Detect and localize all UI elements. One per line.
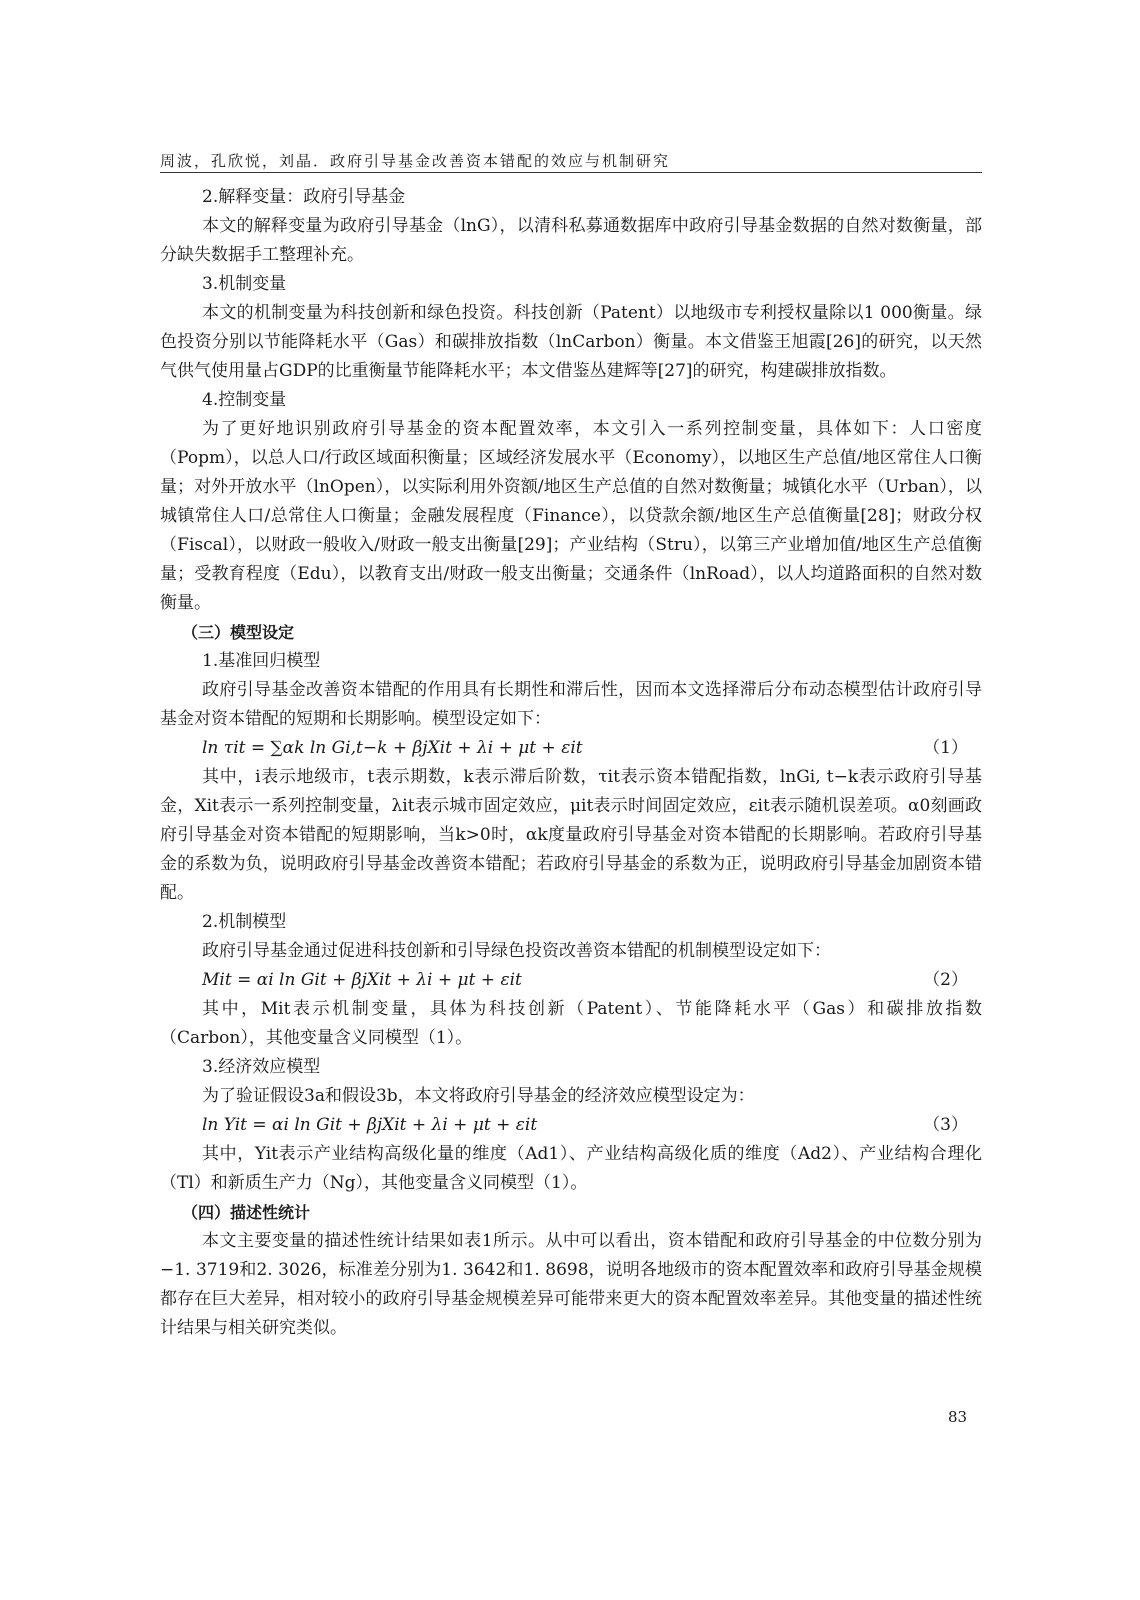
paragraph-text: 4.控制变量 [202, 390, 287, 410]
paragraph [160, 676, 982, 734]
paragraph [160, 647, 982, 676]
paragraph [160, 183, 982, 212]
paragraph [160, 734, 982, 763]
paragraph [160, 1227, 982, 1343]
paragraph [160, 1082, 982, 1111]
paragraph-text: 政府引导基金通过促进科技创新和引导绿色投资改善资本错配的机制模型设定如下： [202, 941, 831, 961]
paragraph-text: 其中，i表示地级市，t表示期数，k表示滞后阶数，τit表示资本错配指数，lnGi, t−k表示政府引导基金，Xit表示一系列控制变量，λit表示城市固定效应，μit表示时间固定效应，εit表示随机误差项。α0刻画政府引导基金对资本错配的短期影响，当k>0时，αk度量政府引导基金对资本错配的长期影响。若政府引导基金的系数为负，说明政府引导基金改善资本错配；若政府引导基金的系数为正，说明政府引导基金加剧资本错配。 [160, 767, 982, 903]
paragraph-text: 其中，Yit表示产业结构高级化量的维度（Ad1）、产业结构高级化质的维度（Ad2）、产业结构合理化（Tl）和新质生产力（Ng），其他变量含义同模型（1）。 [160, 1144, 982, 1193]
paragraph [160, 937, 982, 966]
paragraph-text: （三）模型设定 [182, 623, 295, 642]
equation-number: （3） [923, 1115, 968, 1135]
paragraph [160, 966, 982, 995]
running-header: 周波，孔欣悦，刘晶．政府引导基金改善资本错配的效应与机制研究 [160, 152, 671, 170]
header-rule [160, 172, 982, 173]
paragraph [160, 1140, 982, 1198]
paragraph [160, 995, 982, 1053]
paragraph-text: 本文的解释变量为政府引导基金（lnG），以清科私募通数据库中政府引导基金数据的自然对数衡量，部分缺失数据手工整理补充。 [160, 216, 982, 265]
paragraph [160, 386, 982, 415]
paragraph [160, 618, 982, 647]
paragraph-text: 2.机制模型 [202, 912, 287, 932]
paragraph-text: 3.机制变量 [202, 274, 287, 294]
paragraph [160, 908, 982, 937]
paragraph-text: 2.解释变量：政府引导基金 [202, 187, 406, 207]
paragraph [160, 1198, 982, 1227]
paragraph [160, 270, 982, 299]
paragraph [160, 415, 982, 618]
paragraph-text: ln τit = ∑αk ln Gi,t−k + βjXit + λi + μt + εit [202, 738, 583, 758]
paragraph-text: 其中，Mit表示机制变量，具体为科技创新（Patent）、节能降耗水平（Gas）和碳排放指数（Carbon），其他变量含义同模型（1）。 [160, 999, 982, 1048]
paragraph-text: 为了更好地识别政府引导基金的资本配置效率，本文引入一系列控制变量，具体如下：人口密度（Popm），以总人口/行政区域面积衡量；区域经济发展水平（Economy），以地区生产总值/地区常住人口衡量；对外开放水平（lnOpen），以实际利用外资额/地区生产总值的自然对数衡量；城镇化水平（Urban），以城镇常住人口/总常住人口衡量；金融发展程度（Finance），以贷款余额/地区生产总值衡量[28]；财政分权（Fiscal），以财政一般收入/财政一般支出衡量[29]；产业结构（Stru），以第三产业增加值/地区生产总值衡量；受教育程度（Edu），以教育支出/财政一般支出衡量；交通条件（lnRoad），以人均道路面积的自然对数衡量。 [160, 419, 982, 613]
page-number: 83 [948, 1408, 968, 1426]
paragraph [160, 1053, 982, 1082]
article-body [160, 183, 982, 1343]
paragraph-text: （四）描述性统计 [182, 1203, 311, 1222]
paragraph-text: 3.经济效应模型 [202, 1057, 321, 1077]
paragraph [160, 1111, 982, 1140]
equation-number: （1） [923, 738, 968, 758]
paragraph [160, 212, 982, 270]
paragraph-text: 1.基准回归模型 [202, 651, 321, 671]
paragraph-text: 为了验证假设3a和假设3b，本文将政府引导基金的经济效应模型设定为： [202, 1086, 755, 1106]
paragraph-text: 本文的机制变量为科技创新和绿色投资。科技创新（Patent）以地级市专利授权量除以1 000衡量。绿色投资分别以节能降耗水平（Gas）和碳排放指数（lnCarbon）衡量。本文借鉴王旭霞[26]的研究，以天然气供气使用量占GDP的比重衡量节能降耗水平；本文借鉴丛建辉等[27]的研究，构建碳排放指数。 [160, 303, 982, 381]
paragraph-text: Mit = αi ln Git + βjXit + λi + μt + εit [202, 970, 522, 990]
paragraph [160, 763, 982, 908]
equation-number: （2） [923, 970, 968, 990]
paragraph-text: 政府引导基金改善资本错配的作用具有长期性和滞后性，因而本文选择滞后分布动态模型估计政府引导基金对资本错配的短期和长期影响。模型设定如下： [160, 680, 982, 729]
paragraph [160, 299, 982, 386]
paragraph-text: 本文主要变量的描述性统计结果如表1所示。从中可以看出，资本错配和政府引导基金的中位数分别为−1. 3719和2. 3026，标准差分别为1. 3642和1. 8698，说明各地级市的资本配置效率和政府引导基金规模都存在巨大差异，相对较小的政府引导基金规模差异可能带来更大的资本配置效率差异。其他变量的描述性统计结果与相关研究类似。 [160, 1231, 982, 1338]
paragraph-text: ln Yit = αi ln Git + βjXit + λi + μt + εit [202, 1115, 538, 1135]
